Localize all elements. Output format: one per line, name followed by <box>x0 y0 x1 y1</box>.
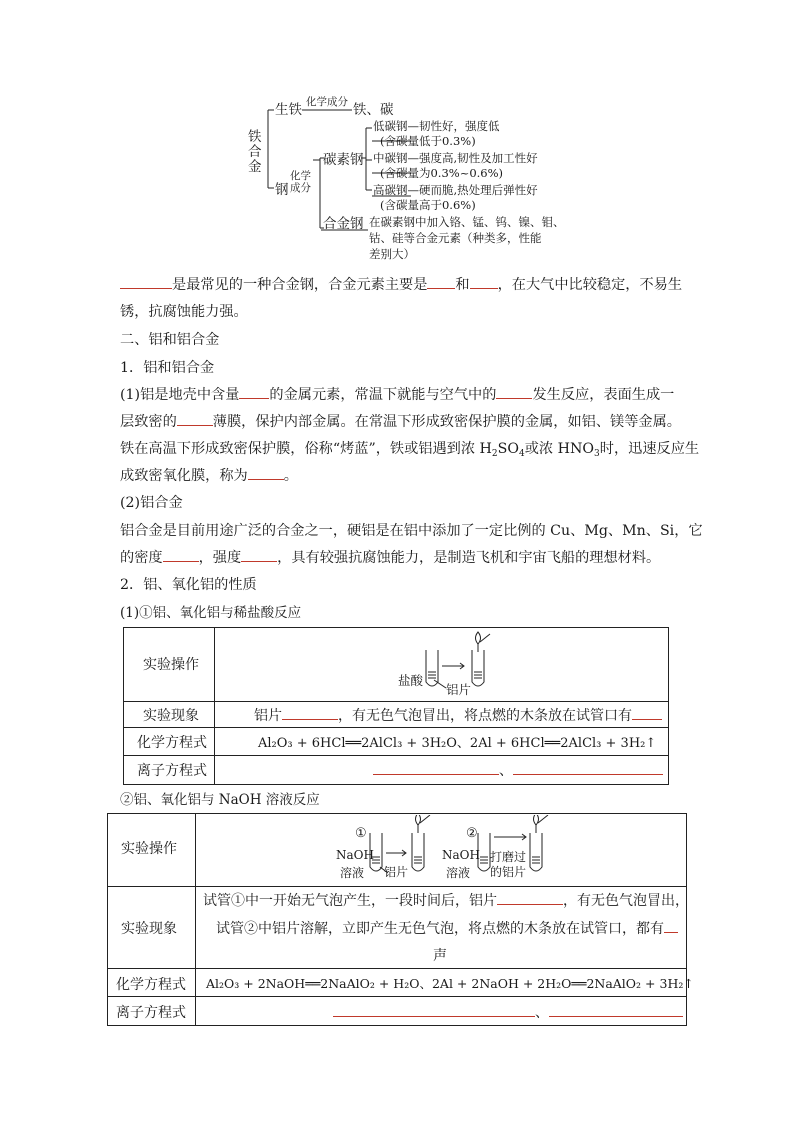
piece-label-1: 铝片 <box>384 865 409 879</box>
steel-label: 钢 <box>275 182 289 198</box>
t1-ionic-blanks: 、 <box>373 760 663 780</box>
t2-observation-1: 试管①中一开始无气泡产生，一段时间后，铝片 ，有无色气泡冒出， <box>203 890 689 910</box>
solution-label-2: 溶液 <box>446 866 471 880</box>
para-alloy-steel-2: 锈，抗腐蚀能力强。 <box>120 304 248 320</box>
alloy-desc-2: 钴、硅等合金元素（种类多，性能 <box>369 231 542 245</box>
naoh-label-1: NaOH <box>336 848 374 862</box>
heading-acid-reaction: (1)①铝、氧化铝与稀盐酸反应 <box>120 605 302 621</box>
t1-row-operation: 实验操作 <box>143 657 199 673</box>
t2-row-equation: 化学方程式 <box>116 977 186 993</box>
para-al-2: 层致密的 薄膜，保护内部金属。在常温下形成致密保护膜的金属，如铝、镁等金属。 <box>120 411 681 431</box>
carbon-steel-label: 碳素钢 <box>323 152 364 168</box>
low-carbon-label: 低碳钢 <box>373 119 408 133</box>
t1-row-ionic: 离子方程式 <box>137 763 207 779</box>
steel-comp-1: 化学 <box>290 170 311 182</box>
t2-equation: Al₂O₃ + 2NaOH══2NaAlO₂ + H₂O、2Al + 2NaOH + 2H₂O══2NaAlO₂ + 3H₂↑ <box>206 976 694 991</box>
t1-row-equation: 化学方程式 <box>137 735 207 751</box>
para-al-alloy-1: 铝合金是目前用途广泛的合金之一，硬铝是在铝中添加了一定比例的 Cu、Mg、Mn、Si，它 <box>120 523 703 539</box>
high-carbon-desc: —硬而脆,热处理后弹性好 <box>407 183 538 197</box>
polished-label-2: 的铝片 <box>490 865 527 879</box>
para-alloy-steel: 是最常见的一种合金钢，合金元素主要是 和 ，在大气中比较稳定，不易生 <box>120 274 682 294</box>
solution-label-1: 溶液 <box>340 866 365 880</box>
piece-label: 铝片 <box>446 682 472 697</box>
para-al-3: 铁在高温下形成致密保护膜，俗称“烤蓝”，铁或铝遇到浓 $H_2SO_4$或浓 $HNO_3$时，迅速反应生 <box>120 441 700 459</box>
t1-equation: Al₂O₃ + 6HCl══2AlCl₃ + 3H₂O、2Al + 6HCl══2AlCl₃ + 3H₂↑ <box>258 736 657 751</box>
heading-properties: 2．铝、氧化铝的性质 <box>120 577 257 593</box>
high-carbon-note: (含碳量高于0.6%) <box>380 198 476 212</box>
mid-carbon-label: 中碳钢 <box>373 151 408 165</box>
heading-naoh-reaction: ②铝、氧化铝与 NaOH 溶液反应 <box>120 792 320 808</box>
acid-label: 盐酸 <box>398 673 424 688</box>
t1-observation: 铝片 ，有无色气泡冒出，将点燃的木条放在试管口有 <box>254 705 662 725</box>
low-carbon-desc: —韧性好，强度低 <box>407 119 500 133</box>
subsection-heading: 1．铝和铝合金 <box>120 360 215 376</box>
alloy-desc-3: 差别大） <box>369 247 415 261</box>
tube-1-number: ① <box>355 826 367 841</box>
para-al-4: 成致密氧化膜，称为 。 <box>120 465 298 485</box>
polished-label-1: 打磨过 <box>490 850 527 864</box>
steel-comp-2: 成分 <box>290 182 311 194</box>
pig-iron-composition: 化学成分 <box>306 96 348 108</box>
t2-observation-3: 声 <box>433 948 447 964</box>
heading-al-alloy: (2)铝合金 <box>120 495 183 511</box>
high-carbon-label: 高碳钢 <box>373 183 408 197</box>
t2-ionic-blanks: 、 <box>333 1002 683 1022</box>
t2-observation-2: 试管②中铝片溶解，立即产生无色气泡，将点燃的木条放在试管口，都有 <box>216 918 678 938</box>
t2-row-operation: 实验操作 <box>121 841 177 857</box>
t1-row-observation: 实验现象 <box>143 708 199 724</box>
mid-carbon-desc: —强度高,韧性及加工性好 <box>407 151 538 165</box>
t2-row-ionic: 离子方程式 <box>116 1005 186 1021</box>
section-heading-aluminum: 二、铝和铝合金 <box>120 332 220 348</box>
para-al-alloy-2: 的密度 ，强度 ，具有较强抗腐蚀能力，是制造飞机和宇宙飞船的理想材料。 <box>120 547 660 567</box>
pig-iron-elements: 铁、碳 <box>353 102 394 118</box>
low-carbon-note: (含碳量低于0.3%) <box>380 134 476 148</box>
mid-carbon-note: (含碳量为0.3%~0.6%) <box>380 166 504 180</box>
naoh-label-2: NaOH <box>442 848 480 862</box>
para-al-1: (1)铝是地壳中含量 的金属元素，常温下就能与空气中的 发生反应，表面生成一 <box>120 384 674 404</box>
diagram-root: 铁合金 <box>248 129 262 175</box>
alloy-desc-1: 在碳素钢中加入铬、锰、钨、镍、钼、 <box>369 215 565 229</box>
tube-2-number: ② <box>466 826 478 841</box>
t2-row-observation: 实验现象 <box>121 921 177 937</box>
alloy-steel-label: 合金钢 <box>323 216 364 232</box>
pig-iron-label: 生铁 <box>275 102 302 118</box>
